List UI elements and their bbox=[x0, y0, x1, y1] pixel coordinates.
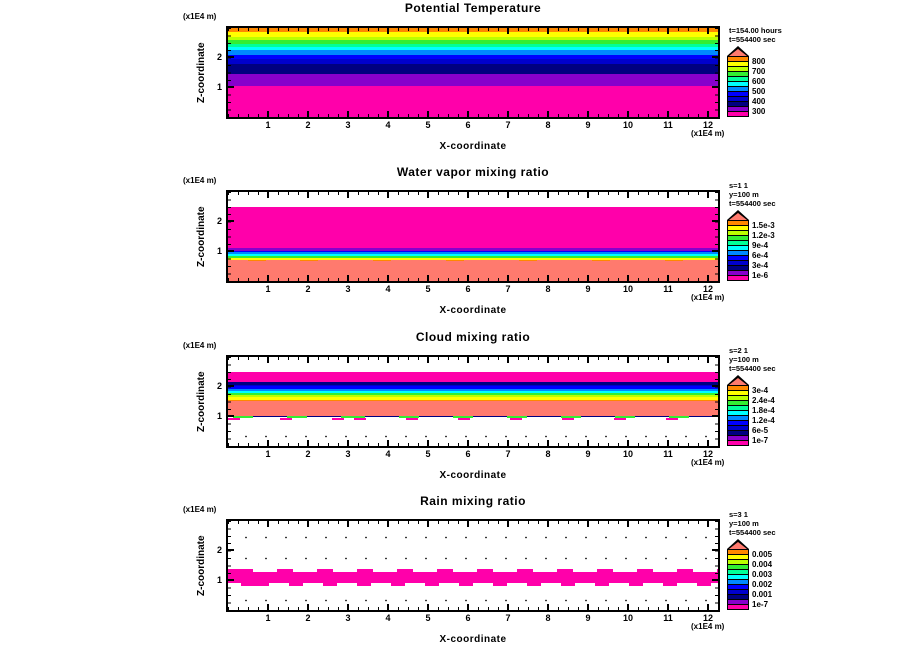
colorbar-label: 700 bbox=[752, 67, 766, 76]
colorbar-label: 600 bbox=[752, 77, 766, 86]
contour-band bbox=[228, 572, 718, 584]
x-major-tick bbox=[307, 604, 309, 610]
x-major-tick bbox=[547, 521, 549, 527]
x-tick-label-2: 2 bbox=[305, 449, 311, 459]
x-tick-label-6: 6 bbox=[465, 613, 471, 623]
x-axis-unit-label: (x1E4 m) bbox=[691, 622, 725, 631]
x-major-tick bbox=[387, 604, 389, 610]
colorbar-over-arrow bbox=[727, 539, 749, 549]
x-major-tick bbox=[587, 521, 589, 527]
x-axis-unit-label: (x1E4 m) bbox=[691, 129, 725, 138]
y-tick-label-1: 1 bbox=[216, 575, 222, 585]
x-major-tick bbox=[707, 521, 709, 527]
x-tick-label-3: 3 bbox=[345, 449, 351, 459]
colorbar-label: 500 bbox=[752, 87, 766, 96]
colorbar-label: 1.2e-4 bbox=[752, 416, 775, 425]
x-tick-label-8: 8 bbox=[545, 120, 551, 130]
y-axis-unit-label: (x1E4 m) bbox=[183, 505, 217, 514]
y-tick-label-2: 2 bbox=[216, 52, 222, 62]
y-major-tick bbox=[712, 549, 718, 551]
x-axis-unit-label: (x1E4 m) bbox=[691, 293, 725, 302]
x-tick-label-12: 12 bbox=[702, 120, 713, 130]
x-major-tick bbox=[667, 521, 669, 527]
x-tick-label-8: 8 bbox=[545, 613, 551, 623]
colorbar-label: 6e-5 bbox=[752, 426, 769, 435]
colorbar-over-arrow-fill bbox=[729, 542, 747, 549]
x-tick-label-5: 5 bbox=[425, 613, 431, 623]
colorbar-label: 0.001 bbox=[752, 590, 773, 599]
x-tick-label-3: 3 bbox=[345, 613, 351, 623]
x-axis-unit-label: (x1E4 m) bbox=[691, 458, 725, 467]
x-tick-label-9: 9 bbox=[585, 284, 591, 294]
x-major-tick bbox=[307, 521, 309, 527]
x-major-tick bbox=[427, 604, 429, 610]
x-major-tick bbox=[387, 521, 389, 527]
x-tick-label-5: 5 bbox=[425, 449, 431, 459]
panel-title: Cloud mixing ratio bbox=[415, 330, 531, 344]
x-tick-label-9: 9 bbox=[585, 613, 591, 623]
x-major-tick bbox=[347, 604, 349, 610]
colorbar-label: 3e-4 bbox=[752, 261, 769, 270]
x-tick-label-11: 11 bbox=[663, 284, 673, 294]
x-tick-label-5: 5 bbox=[425, 284, 431, 294]
colorbar-header-line: t=554400 sec bbox=[729, 35, 776, 44]
x-tick-label-4: 4 bbox=[385, 613, 391, 623]
x-major-tick bbox=[587, 604, 589, 610]
colorbar-label: 0.003 bbox=[752, 570, 773, 579]
colorbar-header-line: s=2 1 bbox=[729, 346, 748, 355]
x-axis-label: X-coordinate bbox=[439, 634, 507, 645]
x-major-tick bbox=[507, 521, 509, 527]
x-major-tick bbox=[667, 604, 669, 610]
x-tick-label-4: 4 bbox=[385, 449, 391, 459]
x-major-tick bbox=[627, 604, 629, 610]
colorbar-label: 3e-4 bbox=[752, 386, 769, 395]
colorbar-box bbox=[728, 605, 748, 609]
x-tick-label-9: 9 bbox=[585, 120, 591, 130]
x-major-tick bbox=[707, 604, 709, 610]
colorbar-label: 800 bbox=[752, 57, 766, 66]
x-tick-label-10: 10 bbox=[622, 120, 633, 130]
panel-title: Water vapor mixing ratio bbox=[396, 165, 550, 179]
y-axis-label: Z-coordinate bbox=[196, 371, 207, 432]
x-tick-label-7: 7 bbox=[505, 120, 511, 130]
colorbar-label: 2.4e-4 bbox=[752, 396, 775, 405]
colorbar-label: 1.8e-4 bbox=[752, 406, 775, 415]
x-major-tick bbox=[507, 604, 509, 610]
y-tick-label-1: 1 bbox=[216, 246, 222, 256]
y-axis-label: Z-coordinate bbox=[196, 42, 207, 103]
x-major-tick bbox=[267, 604, 269, 610]
x-tick-label-3: 3 bbox=[345, 120, 351, 130]
x-tick-label-10: 10 bbox=[622, 284, 633, 294]
x-tick-label-2: 2 bbox=[305, 284, 311, 294]
panel-title: Potential Temperature bbox=[404, 1, 542, 15]
x-tick-label-11: 11 bbox=[663, 120, 673, 130]
x-tick-label-10: 10 bbox=[622, 613, 633, 623]
contour-band bbox=[228, 586, 718, 610]
x-major-tick bbox=[547, 604, 549, 610]
plot-area-rain-mixing-ratio bbox=[226, 519, 720, 612]
colorbar bbox=[727, 549, 749, 610]
x-tick-label-6: 6 bbox=[465, 120, 471, 130]
y-axis-unit-label: (x1E4 m) bbox=[183, 341, 217, 350]
x-axis-label: X-coordinate bbox=[439, 470, 507, 481]
x-tick-label-3: 3 bbox=[345, 284, 351, 294]
x-tick-label-4: 4 bbox=[385, 120, 391, 130]
colorbar-header-line: t=154.00 hours bbox=[729, 26, 782, 35]
colorbar-label: 1e-7 bbox=[752, 600, 769, 609]
y-major-tick bbox=[228, 579, 234, 581]
x-tick-label-1: 1 bbox=[265, 449, 271, 459]
x-tick-label-5: 5 bbox=[425, 120, 431, 130]
panel-title: Rain mixing ratio bbox=[420, 494, 526, 508]
x-major-tick bbox=[627, 521, 629, 527]
x-major-tick bbox=[347, 521, 349, 527]
y-tick-label-1: 1 bbox=[216, 82, 222, 92]
x-tick-label-2: 2 bbox=[305, 120, 311, 130]
colorbar-label: 400 bbox=[752, 97, 766, 106]
x-axis-label: X-coordinate bbox=[439, 141, 507, 152]
colorbar-label: 9e-4 bbox=[752, 241, 769, 250]
colorbar-label: 0.004 bbox=[752, 560, 773, 569]
y-tick-label-2: 2 bbox=[216, 216, 222, 226]
x-tick-label-1: 1 bbox=[265, 613, 271, 623]
colorbar-header-line: s=1 1 bbox=[729, 181, 748, 190]
x-tick-label-12: 12 bbox=[702, 449, 713, 459]
colorbar-label: 1.5e-3 bbox=[752, 221, 775, 230]
x-tick-label-6: 6 bbox=[465, 284, 471, 294]
colorbar-header-line: t=554400 sec bbox=[729, 199, 776, 208]
colorbar-header-line: s=3 1 bbox=[729, 510, 748, 519]
colorbar-header-line: y=100 m bbox=[729, 355, 759, 364]
x-tick-label-9: 9 bbox=[585, 449, 591, 459]
contour-band bbox=[228, 521, 718, 569]
y-axis-label: Z-coordinate bbox=[196, 535, 207, 596]
colorbar-header-line: y=100 m bbox=[729, 190, 759, 199]
colorbar-label: 1e-7 bbox=[752, 436, 769, 445]
x-major-tick bbox=[267, 521, 269, 527]
y-axis-label: Z-coordinate bbox=[196, 206, 207, 267]
x-major-tick bbox=[467, 521, 469, 527]
y-major-tick bbox=[712, 579, 718, 581]
x-tick-label-1: 1 bbox=[265, 284, 271, 294]
colorbar-label: 0.002 bbox=[752, 580, 773, 589]
x-tick-label-7: 7 bbox=[505, 284, 511, 294]
x-tick-label-7: 7 bbox=[505, 613, 511, 623]
x-tick-label-7: 7 bbox=[505, 449, 511, 459]
x-major-tick bbox=[467, 604, 469, 610]
colorbar-header-line: y=100 m bbox=[729, 519, 759, 528]
colorbar-header-line: t=554400 sec bbox=[729, 528, 776, 537]
contour-layer-stack bbox=[228, 521, 718, 610]
x-tick-label-6: 6 bbox=[465, 449, 471, 459]
x-axis-label: X-coordinate bbox=[439, 305, 507, 316]
colorbar-header-line: t=554400 sec bbox=[729, 364, 776, 373]
x-tick-label-2: 2 bbox=[305, 613, 311, 623]
y-tick-label-2: 2 bbox=[216, 545, 222, 555]
colorbar-label: 6e-4 bbox=[752, 251, 769, 260]
y-major-tick bbox=[228, 549, 234, 551]
x-tick-label-11: 11 bbox=[663, 449, 673, 459]
colorbar-label: 300 bbox=[752, 107, 766, 116]
x-tick-label-11: 11 bbox=[663, 613, 673, 623]
x-tick-label-4: 4 bbox=[385, 284, 391, 294]
y-tick-label-1: 1 bbox=[216, 411, 222, 421]
x-tick-label-8: 8 bbox=[545, 284, 551, 294]
y-tick-label-2: 2 bbox=[216, 381, 222, 391]
x-tick-label-12: 12 bbox=[702, 613, 713, 623]
colorbar-label: 1e-6 bbox=[752, 271, 769, 280]
x-major-tick bbox=[427, 521, 429, 527]
x-tick-label-10: 10 bbox=[622, 449, 633, 459]
x-tick-label-8: 8 bbox=[545, 449, 551, 459]
x-tick-label-12: 12 bbox=[702, 284, 713, 294]
y-axis-unit-label: (x1E4 m) bbox=[183, 12, 217, 21]
x-tick-label-1: 1 bbox=[265, 120, 271, 130]
y-axis-unit-label: (x1E4 m) bbox=[183, 176, 217, 185]
colorbar-label: 0.005 bbox=[752, 550, 773, 559]
colorbar-label: 1.2e-3 bbox=[752, 231, 775, 240]
